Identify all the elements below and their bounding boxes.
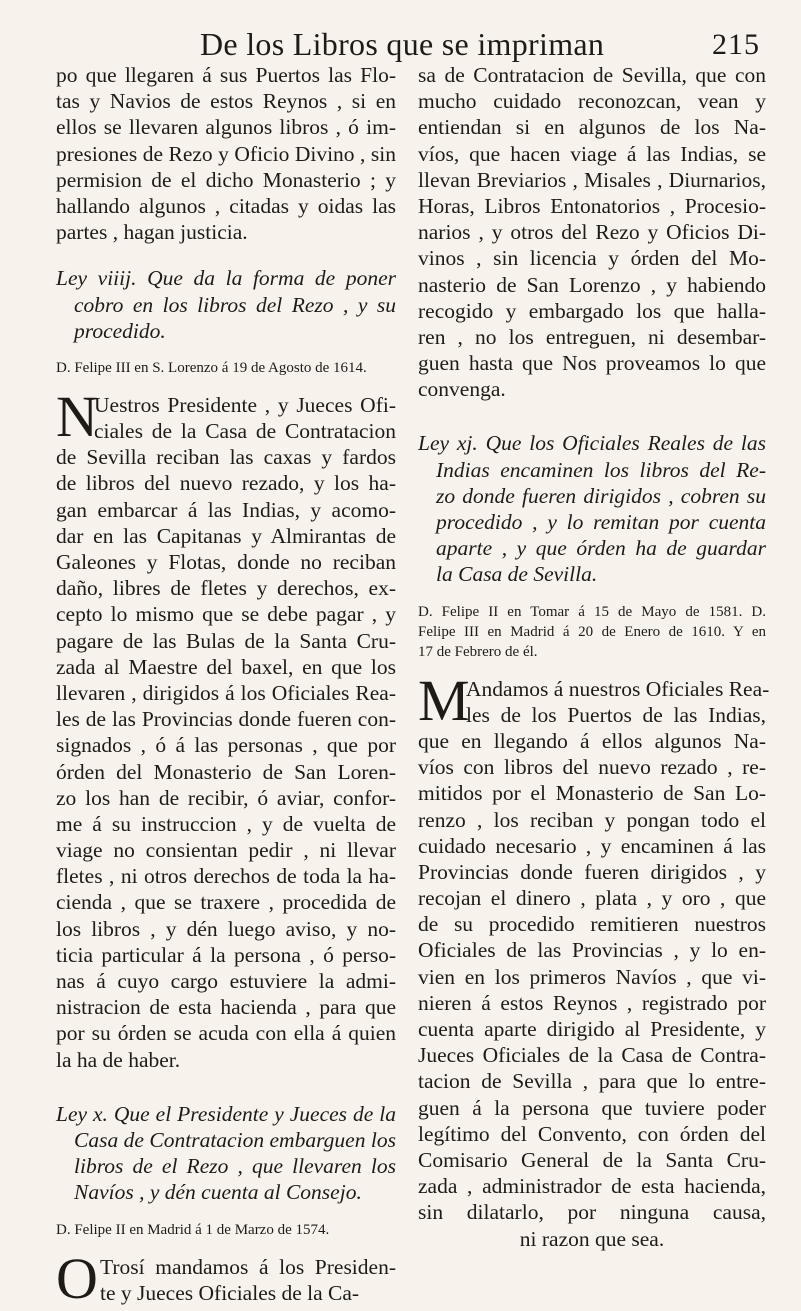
text-line: entiendan si en algunos de los Na- (418, 115, 766, 140)
running-header (60, 26, 760, 66)
text-line: mitidos por el Monasterio de San Lo- (418, 781, 766, 806)
law-10-date: D. Felipe II en Madrid á 1 de Marzo de 1574. (56, 1221, 330, 1238)
paragraph-continuation (56, 62, 396, 245)
heading-line: cobro en los libros del Rezo , y su (74, 292, 396, 317)
right-column (418, 62, 770, 1252)
text-line: nasterio de San Lorenzo , y habiendo (418, 272, 766, 297)
text-line: Galeones y Flotas, donde no reciban (56, 550, 396, 574)
drop-cap-o: O (56, 1245, 98, 1311)
text-line: gan embarcar á las Indias, y acomo- (56, 497, 396, 522)
text-line: permision de el dicho Monasterio ; y (56, 167, 396, 192)
text-line: de libros del nuevo rezado, y los ha- (56, 471, 396, 496)
running-title: De los Libros que se impriman (200, 26, 605, 62)
text-line: recogido y embargado los que halla- (418, 298, 766, 323)
text-line: me á su instruccion , y de vuelta de (56, 811, 396, 836)
text-line: partes , hagan justicia. (56, 220, 248, 245)
law-9-date: D. Felipe III en S. Lorenzo á 19 de Agosto de 1614. (56, 359, 367, 376)
text-line: daño, libres de fletes y derechos, ex- (56, 576, 396, 601)
text-line: po que llegaren á sus Puertos las Flo- (56, 63, 396, 87)
paragraph-continuation-right (418, 62, 766, 402)
text-line: la ha de haber. (56, 1047, 181, 1072)
heading-line: Casa de Contratacion embarguen los (74, 1127, 396, 1152)
text-line: ni razon que sea. (519, 1226, 665, 1251)
text-line: víos, que hacen viage á las Indias, se (418, 141, 766, 166)
heading-line: Ley viiij. Que da la forma de poner (56, 266, 396, 291)
heading-line: procedido. (74, 318, 166, 343)
text-line: ticia particular á la persona , ó perso- (56, 942, 396, 967)
text-line: Trosí mandamos á los Presiden- (100, 1254, 396, 1279)
text-line: ciales de la Casa de Contratacion (94, 419, 396, 444)
text-line: zada , administrador de esta hacienda, (418, 1174, 766, 1199)
text-line: que en llegando á ellos algunos Na- (418, 728, 766, 753)
text-line: tacion de Sevilla , para que lo entre- (418, 1069, 766, 1094)
text-line: fletes , ni otros derechos de toda la ha- (56, 864, 396, 889)
text-line: de su procedido remitieren nuestros (418, 912, 766, 937)
drop-cap-m: M (418, 667, 470, 733)
page-number: 215 (712, 28, 760, 61)
date-line: D. Felipe II en Tomar á 15 de Mayo de 1581. D. (418, 603, 766, 620)
text-line: vinos , sin licencia y órden del Mo- (418, 246, 766, 271)
text-line: cuenta aparte dirigido al Presidente, y (418, 1017, 766, 1041)
text-line: Uestros Presidente , y Jueces Ofi- (94, 392, 396, 417)
text-line: hallando algunos , citadas y oidas las (56, 193, 396, 218)
text-line: llevan Breviarios , Misales , Diurnarios, (418, 167, 766, 192)
date-line: Felipe III en Madrid á 20 de Enero de 1610. Y en (418, 623, 766, 640)
heading-line: Navíos , y dén cuenta al Consejo. (74, 1180, 362, 1205)
text-line: ren , no los entreguen, ni desembar- (418, 324, 766, 349)
heading-line: Ley x. Que el Presidente y Jueces de la (56, 1101, 396, 1126)
text-line: legítimo del Convento, con órden del (418, 1121, 766, 1146)
drop-cap-n: N (56, 383, 98, 449)
text-line: órden del Monasterio de San Loren- (56, 759, 396, 784)
text-line: zo los han de recibir, ó aviar, confor- (56, 785, 396, 810)
text-line: dar en las Capitanas y Almirantas de (56, 523, 396, 548)
text-line: recojan el dinero , plata , y oro , que (418, 886, 766, 911)
text-line: les de las Provincias donde fueren con- (56, 707, 396, 732)
law-9-heading (56, 265, 396, 344)
text-line: les de los Puertos de las Indias, (466, 702, 766, 727)
law-10-body (56, 1245, 396, 1311)
text-line: signados , ó á las personas , que por (56, 733, 396, 758)
heading-line: Ley xj. Que los Oficiales Reales de las (418, 431, 766, 456)
law-10-heading (56, 1101, 396, 1206)
text-line: Horas, Libros Entonatorios , Procesio- (418, 193, 766, 218)
date-line: 17 de Febrero de él. (418, 643, 538, 660)
heading-line: libros de el Rezo , que llevaren los (74, 1154, 396, 1179)
text-line: guen á la persona que tuviere poder (418, 1095, 766, 1120)
text-line: por su órden se acuda con ella á quien (56, 1021, 396, 1046)
law-11-date (418, 602, 766, 662)
text-line: pagare de las Bulas de la Santa Cru- (56, 628, 396, 653)
text-line: víos con libros del nuevo rezado , re- (418, 755, 766, 780)
text-line: te y Jueces Oficiales de la Ca- (100, 1280, 360, 1305)
text-line: Andamos á nuestros Oficiales Rea- (466, 676, 770, 701)
text-line: Oficiales de las Provincias , y lo en- (418, 938, 766, 963)
heading-line: procedido , y lo remitan por cuenta (436, 510, 766, 534)
text-line: Jueces Oficiales de la Casa de Contra- (418, 1043, 766, 1068)
text-line: renzo , los reciban y pongan todo el (418, 807, 766, 832)
text-line: Provincias donde fueren dirigidos , y (418, 859, 766, 884)
text-line: narios , y otros del Rezo y Oficios Di- (418, 220, 766, 245)
text-line: nas á cuyo cargo estuviere la admi- (56, 969, 396, 993)
text-line: nistracion de esta hacienda , para que (56, 995, 396, 1020)
left-column (56, 62, 396, 1311)
text-line: de Sevilla reciban las caxas y fardos (56, 445, 396, 470)
heading-line: aparte , y que órden ha de guardar (436, 536, 766, 561)
text-line: convenga. (418, 377, 506, 402)
text-line: cuidado necesario , y encaminen á las (418, 833, 766, 858)
heading-line: Indias encaminen los libros del Re- (436, 457, 766, 482)
text-line: viage no consientan pedir , ni llevar (56, 838, 396, 863)
text-line: sin dilatarlo, por ninguna causa, (418, 1200, 766, 1225)
text-line: guen hasta que Nos proveamos lo que (418, 351, 766, 376)
text-line: llevaren , dirigidos á los Oficiales Rea- (56, 680, 396, 705)
text-line: nieren á estos Reynos , registrado por (418, 990, 766, 1015)
text-line: presiones de Rezo y Oficio Divino , sin (56, 141, 396, 166)
text-line: mucho cuidado reconozcan, vean y (418, 89, 766, 114)
law-9-body (56, 383, 396, 1073)
text-line: sa de Contratacion de Sevilla, que con (418, 63, 766, 87)
text-line: cepto lo mismo que se debe pagar , y (56, 602, 396, 627)
text-line: los libros , y dén luego aviso, y no- (56, 916, 396, 941)
heading-line: zo donde fueren dirigidos , cobren su (436, 483, 766, 508)
heading-line: la Casa de Sevilla. (436, 562, 598, 587)
text-line: Comisario General de la Santa Cru- (418, 1147, 766, 1172)
text-line: vien en los primeros Navíos , que vi- (418, 964, 766, 989)
law-11-heading (418, 430, 766, 587)
text-line: cienda , que se traxere , procedida de (56, 890, 396, 915)
text-line: ellos se llevaren algunos libros , ó im- (56, 115, 396, 140)
text-line: zada al Maestre del baxel, en que los (56, 654, 396, 679)
law-11-body (418, 667, 770, 1252)
text-line: tas y Navios de estos Reynos , si en (56, 89, 396, 114)
